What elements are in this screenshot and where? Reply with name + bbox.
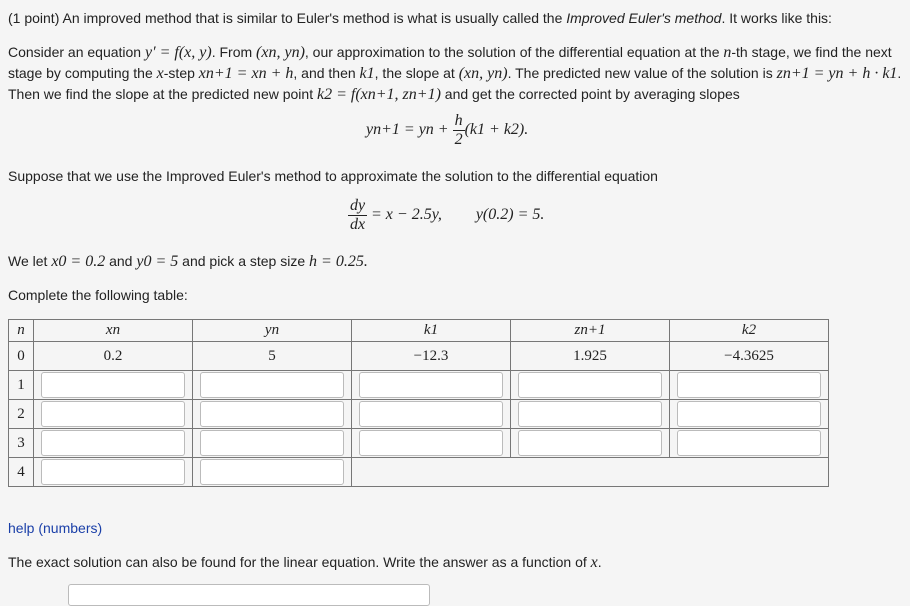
x4-input[interactable]	[41, 459, 185, 485]
z2-input[interactable]	[518, 372, 662, 398]
z3-input[interactable]	[518, 401, 662, 427]
method-description: Consider an equation y′ = f(x, y). From (xn, yn), our approximation to the solution of the differential equation at the n-th stage, we find the next stage by computing the x-step xn+1 = xn + h, and then k1, the slope at (xn, yn). The predicted new value of the solution is zn+1 = yn + h · k1. Then we find the slope at the predicted new point k2 = f(xn+1, zn+1) and get the corrected point by averaging slopes	[8, 44, 902, 103]
ode-general: y′ = f(x, y)	[145, 44, 212, 61]
specific-ode: $\frac{dy}{dx}$ = x − 2.5y, y(0.2) = 5.	[350, 197, 545, 233]
suppose-text: Suppose that we use the Improved Euler's method to approximate the solution to the differential equation	[8, 168, 658, 184]
header-n: n	[9, 320, 34, 342]
euler-table	[8, 319, 829, 487]
header-k2: k2	[670, 320, 829, 342]
table-row: 3	[9, 429, 829, 458]
k1-row2-input[interactable]	[359, 401, 503, 427]
corrector-equation: yn+1 = yn + $\frac{h}{2}$ (k1 + k2).	[366, 112, 529, 148]
table-row: 2	[9, 400, 829, 429]
initial-condition: y(0.2) = 5.	[475, 206, 545, 224]
k2-row2-input[interactable]	[677, 401, 821, 427]
x1-input[interactable]	[41, 372, 185, 398]
k1-row3-input[interactable]	[359, 430, 503, 456]
table-header-row	[9, 320, 829, 342]
header-yn: yn	[193, 320, 352, 342]
table-row: 1	[9, 371, 829, 400]
y3-input[interactable]	[200, 430, 344, 456]
table-row: 0 0.2 5 −12.3 1.925 −4.3625	[9, 342, 829, 371]
exact-solution-input[interactable]	[68, 584, 430, 606]
method-name: Improved Euler's method	[566, 10, 722, 26]
y2-input[interactable]	[200, 401, 344, 427]
problem-intro: (1 point) An improved method that is similar to Euler's method is what is usually called the Improved Euler's method. It works like this:	[8, 10, 832, 26]
y4-input[interactable]	[200, 459, 344, 485]
k1-row1-input[interactable]	[359, 372, 503, 398]
exact-solution-prompt: The exact solution can also be found for the linear equation. Write the answer as a function of x.	[8, 554, 602, 571]
z4-input[interactable]	[518, 430, 662, 456]
help-link[interactable]: help (numbers)	[8, 520, 103, 536]
complete-instruction: Complete the following table:	[8, 287, 188, 303]
table-row: 4	[9, 458, 829, 487]
header-zn1: zn+1	[511, 320, 670, 342]
y1-input[interactable]	[200, 372, 344, 398]
k2-row3-input[interactable]	[677, 430, 821, 456]
points-label: (1 point)	[8, 10, 60, 26]
k2-row1-input[interactable]	[677, 372, 821, 398]
x3-input[interactable]	[41, 430, 185, 456]
header-k1: k1	[352, 320, 511, 342]
x2-input[interactable]	[41, 401, 185, 427]
initial-values: We let x0 = 0.2 and y0 = 5 and pick a step size h = 0.25.	[8, 253, 368, 270]
header-xn: xn	[34, 320, 193, 342]
